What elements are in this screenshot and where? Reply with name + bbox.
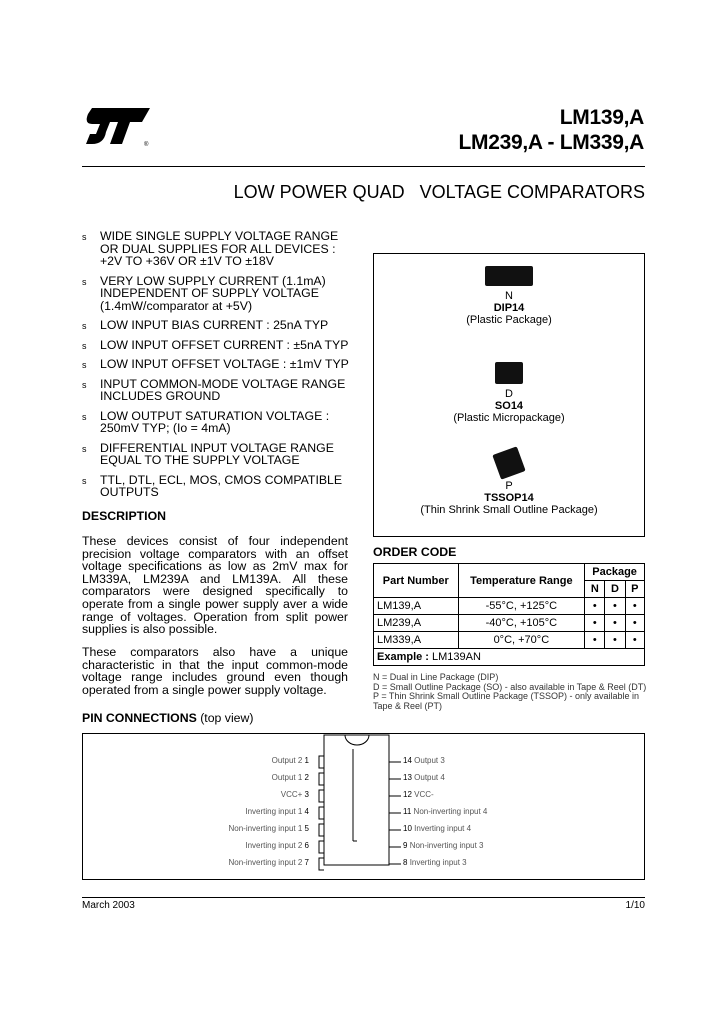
pin-right xyxy=(403,858,467,867)
pin-right xyxy=(403,756,445,765)
package-desc: (Thin Shrink Small Outline Package) xyxy=(420,504,598,516)
p-cell: • xyxy=(625,615,644,632)
part-cell: LM239,A xyxy=(374,615,459,632)
package-notes xyxy=(373,673,648,711)
pin-label: Output 2 xyxy=(271,756,303,765)
feature-item xyxy=(82,358,372,371)
pin-right xyxy=(403,824,471,833)
pin-stub xyxy=(319,841,324,853)
p-cell: • xyxy=(625,598,644,615)
bullet-icon: s xyxy=(82,411,87,422)
table-row xyxy=(374,615,645,632)
pin-number: 5 xyxy=(304,824,309,833)
pin-stub xyxy=(319,858,324,870)
col-n: N xyxy=(585,581,605,598)
bullet-icon: s xyxy=(82,475,87,486)
p-cell: • xyxy=(625,632,644,649)
pin-number: 7 xyxy=(304,858,309,867)
bullet-icon: s xyxy=(82,340,87,351)
pin-label: Non-inverting input 3 xyxy=(409,841,484,850)
pin-stub xyxy=(319,807,324,819)
part-cell: LM339,A xyxy=(374,632,459,649)
bullet-icon: s xyxy=(82,443,87,454)
pin-left xyxy=(228,824,309,833)
pin-stub xyxy=(319,824,324,836)
table-row xyxy=(374,598,645,615)
pin-stub xyxy=(319,790,324,802)
pin-number: 12 xyxy=(403,790,412,799)
n-cell: • xyxy=(585,598,605,615)
col-p: P xyxy=(625,581,644,598)
pin-number: 13 xyxy=(403,773,412,782)
pin-number: 11 xyxy=(403,807,412,816)
pin-left xyxy=(228,858,309,867)
col-part-number: Part Number xyxy=(374,564,459,598)
package-p xyxy=(374,450,644,516)
bullet-icon: s xyxy=(82,321,87,331)
pin-number: 9 xyxy=(403,841,408,850)
pin-heading-sub: (top view) xyxy=(196,711,254,725)
d-cell: • xyxy=(605,632,625,649)
package-letter: D xyxy=(505,388,513,400)
pin-label: Non-inverting input 1 xyxy=(228,824,303,833)
footer-divider xyxy=(82,897,645,898)
feature-text: LOW OUTPUT SATURATION VOLTAGE : 250mV TYP; (Io = 4mA) xyxy=(100,408,330,435)
example-value: LM139AN xyxy=(432,651,481,663)
pin-number: 3 xyxy=(304,790,309,799)
feature-text: WIDE SINGLE SUPPLY VOLTAGE RANGE OR DUAL SUPPLIES FOR ALL DEVICES : +2V TO +36V OR ±1V TO ±18V xyxy=(100,229,339,268)
order-code-heading: ORDER CODE xyxy=(373,545,457,559)
feature-item xyxy=(82,442,372,467)
ic-package-outline-icon xyxy=(83,734,646,881)
pin-label: Non-inverting input 2 xyxy=(228,858,303,867)
col-package: Package xyxy=(585,564,645,581)
pin-diagram-box xyxy=(82,733,645,880)
pin-label: Inverting input 3 xyxy=(409,858,467,867)
feature-item xyxy=(82,319,372,332)
package-n xyxy=(374,266,644,326)
bullet-icon: s xyxy=(82,379,87,390)
st-logo-icon xyxy=(84,104,154,148)
pin-right xyxy=(403,841,484,850)
part-cell: LM139,A xyxy=(374,598,459,615)
pin-number: 4 xyxy=(304,807,309,816)
package-desc: (Plastic Package) xyxy=(466,314,552,326)
feature-text: INPUT COMMON-MODE VOLTAGE RANGE INCLUDES GROUND xyxy=(100,376,346,403)
pin-left xyxy=(272,773,309,782)
description-heading: DESCRIPTION xyxy=(82,509,167,523)
feature-text: DIFFERENTIAL INPUT VOLTAGE RANGE EQUAL TO THE SUPPLY VOLTAGE xyxy=(100,440,334,467)
pin-stub xyxy=(319,756,324,768)
package-name: DIP14 xyxy=(493,302,525,314)
d-cell: • xyxy=(605,615,625,632)
part-number-title: LM139,A xyxy=(559,106,644,129)
bullet-icon: s xyxy=(82,232,87,242)
feature-text: TTL, DTL, ECL, MOS, CMOS COMPATIBLE OUTPUTS xyxy=(100,472,343,499)
package-letter: P xyxy=(505,480,513,492)
col-temperature: Temperature Range xyxy=(458,564,585,598)
example-label: Example : xyxy=(377,651,433,663)
bullet-icon: s xyxy=(82,276,87,287)
package-d xyxy=(374,362,644,424)
description-paragraph-2: These comparators also have a unique characteristic in that the input common-mode voltage range includes ground even though operated from a single power supply voltage. xyxy=(82,645,348,697)
description-paragraph-1: These devices consist of four independent precision voltage comparators with an offset voltage specifications as low as 2mV max for LM339A, LM239A and LM139A. All these comparators were designed specifically to operate from a single power supply aver a wide range of voltages. Operation from split power supplies is also possible. xyxy=(82,534,348,637)
pin-number: 2 xyxy=(304,773,309,782)
pin-number: 6 xyxy=(304,841,309,850)
bullet-icon: s xyxy=(82,360,87,370)
note: P = Thin Shrink Small Outline Package (TSSOP) - only available in Tape & Reel (PT) xyxy=(373,691,640,711)
pin-left xyxy=(245,807,309,816)
feature-item xyxy=(82,339,372,352)
tssop14-chip-icon xyxy=(492,446,525,479)
pin-label: Inverting input 4 xyxy=(414,824,472,833)
footer-date: March 2003 xyxy=(82,900,135,911)
temp-cell: -55°C, +125°C xyxy=(458,598,585,615)
temp-cell: -40°C, +105°C xyxy=(458,615,585,632)
pin-label: Inverting input 2 xyxy=(245,841,303,850)
pin-right xyxy=(403,790,434,799)
package-name: TSSOP14 xyxy=(484,492,534,504)
temp-cell: 0°C, +70°C xyxy=(458,632,585,649)
pin-number: 1 xyxy=(304,756,309,765)
pin-stub xyxy=(319,773,324,785)
example-row xyxy=(374,649,645,666)
pin-label: Output 3 xyxy=(414,756,445,765)
feature-item xyxy=(82,275,372,313)
pin-label: Non-inverting input 4 xyxy=(413,807,488,816)
svg-text:®: ® xyxy=(144,142,149,148)
table-row xyxy=(374,632,645,649)
dip14-chip-icon xyxy=(485,266,533,286)
n-cell: • xyxy=(585,615,605,632)
pin-right xyxy=(403,807,487,816)
feature-item xyxy=(82,378,372,403)
feature-text: LOW INPUT OFFSET CURRENT : ±5nA TYP xyxy=(100,337,349,352)
feature-text: VERY LOW SUPPLY CURRENT (1.1mA) INDEPENDENT OF SUPPLY VOLTAGE (1.4mW/comparator at +5V) xyxy=(100,273,326,313)
pin-label: Output 4 xyxy=(414,773,445,782)
part-number-subtitle: LM239,A - LM339,A xyxy=(458,131,644,154)
pin-connections-heading xyxy=(82,711,254,725)
pin-label: VCC- xyxy=(414,790,434,799)
pin-left xyxy=(272,756,309,765)
note: D = Small Outline Package (SO) - also available in Tape & Reel (DT) xyxy=(373,681,647,692)
feature-item xyxy=(82,230,372,268)
package-letter: N xyxy=(505,290,513,302)
d-cell: • xyxy=(605,598,625,615)
n-cell: • xyxy=(585,632,605,649)
note: N = Dual in Line Package (DIP) xyxy=(373,672,499,682)
package-desc: (Plastic Micropackage) xyxy=(453,412,565,424)
header-divider xyxy=(82,166,645,167)
pin-label: Output 1 xyxy=(271,773,303,782)
package-name: SO14 xyxy=(494,400,524,412)
pin-left xyxy=(281,790,309,799)
pin-number: 10 xyxy=(403,824,412,833)
document-subtitle: LOW POWER QUAD VOLTAGE COMPARATORS xyxy=(233,182,645,202)
col-d: D xyxy=(605,581,625,598)
feature-item xyxy=(82,474,372,499)
so14-chip-icon xyxy=(495,362,523,384)
pin-label: Inverting input 1 xyxy=(245,807,303,816)
feature-text: LOW INPUT BIAS CURRENT : 25nA TYP xyxy=(100,318,329,332)
pin-number: 8 xyxy=(403,858,408,867)
pin-left xyxy=(245,841,309,850)
pin-number: 14 xyxy=(403,756,412,765)
package-box xyxy=(373,253,645,537)
order-code-table xyxy=(373,563,645,666)
pin-right xyxy=(403,773,445,782)
feature-item xyxy=(82,410,372,435)
pin-heading-bold: PIN CONNECTIONS xyxy=(82,711,197,725)
pin-label: VCC+ xyxy=(280,790,303,799)
page-number: 1/10 xyxy=(625,900,645,911)
feature-list xyxy=(82,230,372,506)
feature-text: LOW INPUT OFFSET VOLTAGE : ±1mV TYP xyxy=(100,357,349,371)
